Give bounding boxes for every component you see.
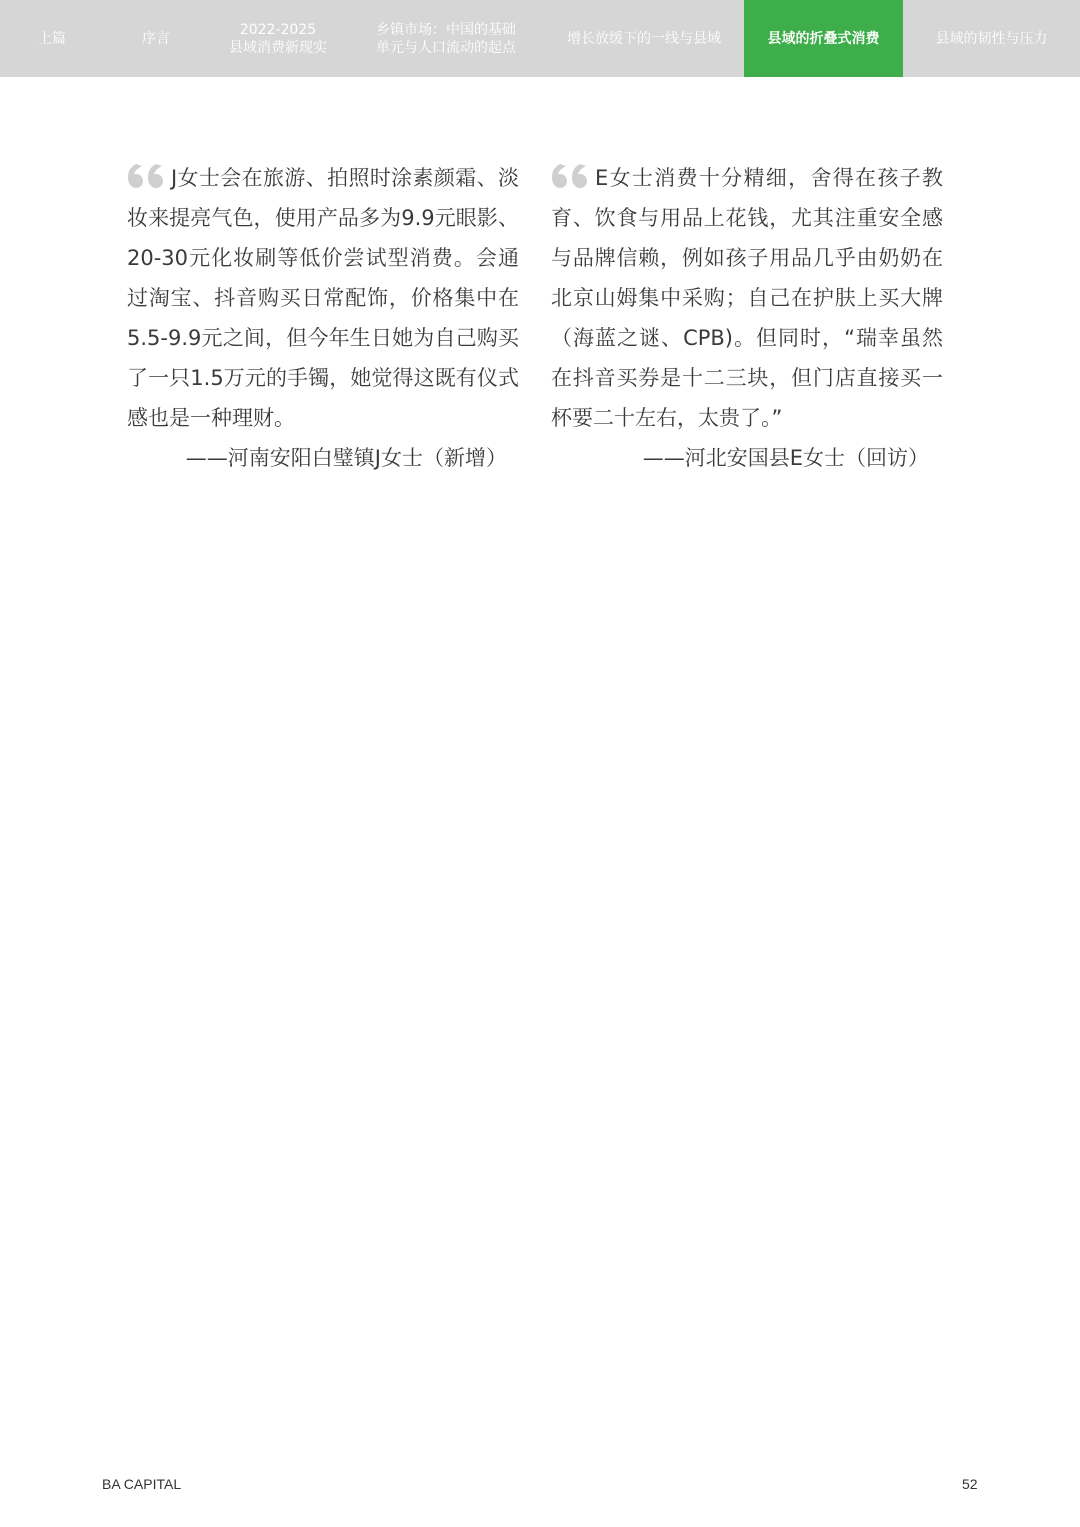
tab-part-one[interactable]: 上篇 bbox=[38, 30, 66, 47]
tab-slowing-growth[interactable]: 增长放缓下的一线与县域 bbox=[567, 30, 721, 47]
quote-attribution: ——河北安国县E女士（回访） bbox=[642, 446, 929, 470]
tab-resilience-pressure[interactable]: 县域的韧性与压力 bbox=[935, 30, 1048, 47]
quote-card-e bbox=[551, 158, 943, 478]
section-nav bbox=[0, 0, 1080, 77]
quote-text: E女士消费十分精细，舍得在孩子教育、饮食与用品上花钱，尤其注重安全感与品牌信赖，例如孩子用品几乎由奶奶在北京山姆集中采购；自己在护肤上买大牌（海蓝之谜、CPB)。但同时，“瑞幸虽然在抖音买券是十二三块，但门店直接买一杯要二十左右，太贵了。” bbox=[551, 166, 943, 430]
quote-attribution: ——河南安阳白璧镇J女士（新增） bbox=[185, 446, 507, 470]
quote-text: J女士会在旅游、拍照时涂素颜霜、淡妆来提亮气色，使用产品多为9.9元眼影、20-30元化妆刷等低价尝试型消费。会通过淘宝、抖音购买日常配饰，价格集中在5.5-9.9元之间，但今年生日她为自己购买了一只1.5万元的手镯，她觉得这既有仪式感也是一种理财。 bbox=[127, 166, 519, 430]
tab-township-market[interactable]: 乡镇市场：中国的基础 单元与人口流动的起点 bbox=[376, 21, 516, 56]
page-number: 52 bbox=[962, 1476, 978, 1492]
tab-folded-consumption[interactable]: 县域的折叠式消费 bbox=[744, 0, 903, 77]
footer-brand: BA CAPITAL bbox=[102, 1476, 182, 1492]
quote-card-j bbox=[127, 158, 519, 478]
tab-preface[interactable]: 序言 bbox=[142, 30, 170, 47]
tab-county-reality[interactable]: 2022-2025 县域消费新现实 bbox=[229, 21, 327, 56]
